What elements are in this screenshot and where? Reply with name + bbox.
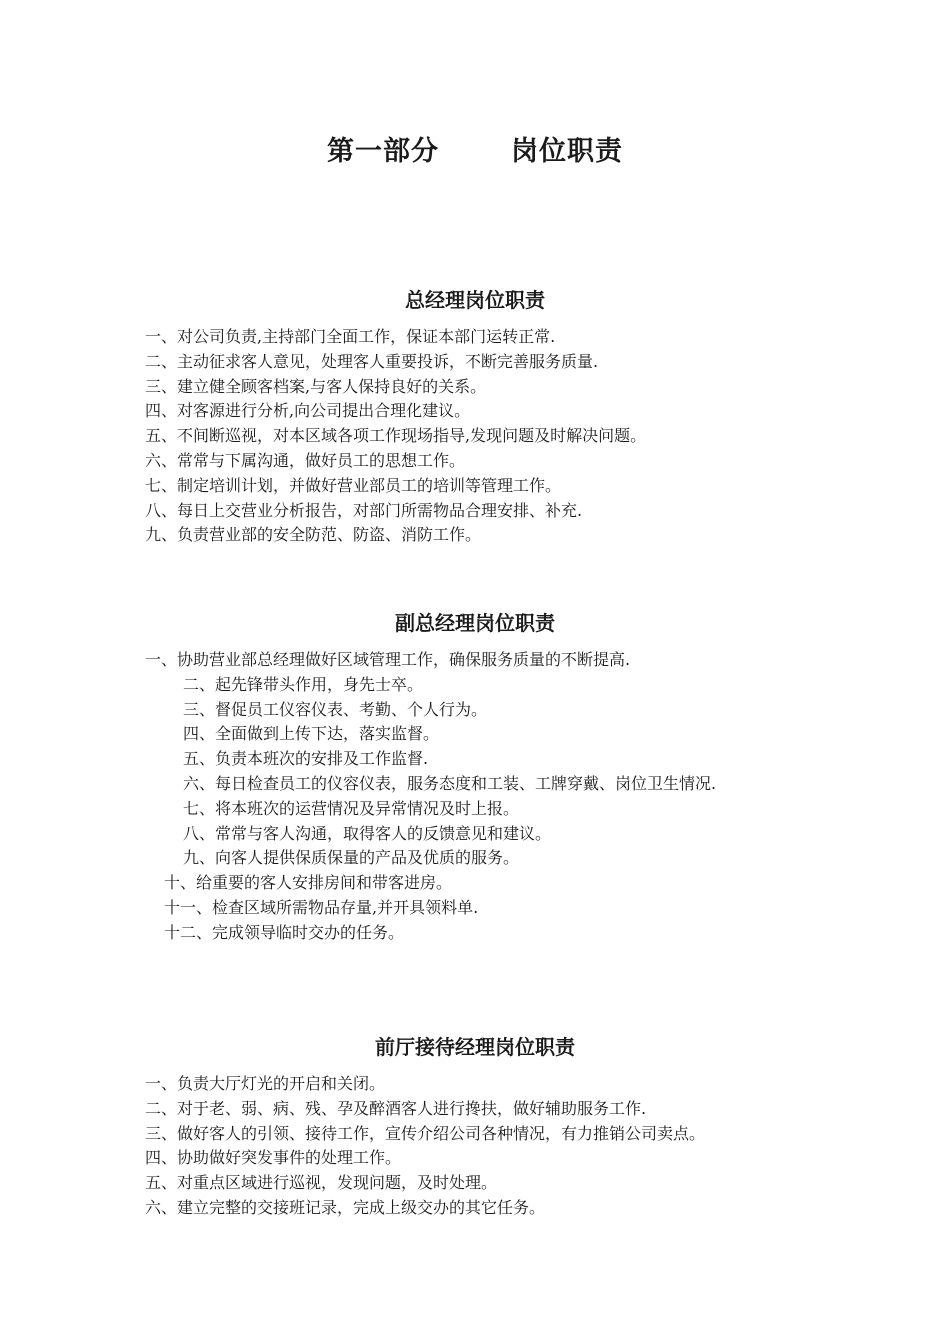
list-item: 三、做好客人的引领、接待工作，宣传介绍公司各种情况，有力推销公司卖点。	[145, 1123, 706, 1143]
list-item: 十二、完成领导临时交办的任务。	[164, 922, 405, 942]
list-item: 三、建立健全顾客档案,与客人保持良好的关系。	[145, 376, 487, 396]
list-item: 六、每日检查员工的仪容仪表，服务态度和工装、工牌穿戴、岗位卫生情况.	[183, 773, 717, 793]
list-item: 三、督促员工仪容仪表、考勤、个人行为。	[183, 699, 488, 719]
duty-list-deputy-general-manager	[145, 648, 825, 946]
list-item: 十、给重要的客人安排房间和带客进房。	[164, 873, 453, 893]
list-item: 四、对客源进行分析,向公司提出合理化建议。	[145, 401, 471, 421]
list-item: 九、向客人提供保质保量的产品及优质的服务。	[183, 848, 520, 868]
list-item: 七、制定培训计划，并做好营业部员工的培训等管理工作。	[145, 475, 562, 495]
list-item: 五、不间断巡视，对本区域各项工作现场指导,发现问题及时解决问题。	[145, 426, 647, 446]
list-item: 六、常常与下属沟通，做好员工的思想工作。	[145, 450, 466, 470]
duty-list-general-manager	[145, 325, 825, 548]
list-item: 八、常常与客人沟通，取得客人的反馈意见和建议。	[183, 823, 552, 843]
list-item: 一、协助营业部总经理做好区域管理工作，确保服务质量的不断提高.	[145, 650, 631, 669]
list-item: 一、对公司负责,主持部门全面工作，保证本部门运转正常.	[145, 327, 556, 346]
list-item: 七、将本班次的运营情况及异常情况及时上报。	[183, 798, 520, 818]
page-title	[0, 133, 950, 171]
page-title-part: 第一部分	[327, 136, 439, 167]
list-item: 五、对重点区域进行巡视，发现问题，及时处理。	[145, 1173, 498, 1193]
list-item: 二、对于老、弱、病、残、孕及醉酒客人进行搀扶，做好辅助服务工作.	[145, 1098, 647, 1118]
list-item: 二、起先锋带头作用，身先士卒。	[183, 674, 424, 694]
list-item: 六、建立完整的交接班记录，完成上级交办的其它任务。	[145, 1197, 546, 1217]
section-title-deputy-general-manager: 副总经理岗位职责	[395, 611, 555, 635]
list-item: 二、主动征求客人意见，处理客人重要投诉，不断完善服务质量.	[145, 351, 599, 371]
list-item: 八、每日上交营业分析报告，对部门所需物品合理安排、补充.	[145, 500, 583, 520]
list-item: 四、全面做到上传下达，落实监督。	[183, 724, 440, 744]
section-title-front-desk-manager: 前厅接待经理岗位职责	[375, 1035, 575, 1059]
list-item: 五、负责本班次的安排及工作监督.	[183, 749, 429, 769]
duty-list-front-desk-manager	[145, 1072, 825, 1221]
page-title-heading: 岗位职责	[511, 136, 623, 167]
list-item: 四、协助做好突发事件的处理工作。	[145, 1148, 402, 1168]
section-title-general-manager: 总经理岗位职责	[405, 288, 545, 312]
list-item: 十一、检查区域所需物品存量,并开具领料单.	[164, 897, 479, 917]
list-item: 一、负责大厅灯光的开启和关闭。	[145, 1074, 386, 1093]
list-item: 九、负责营业部的安全防范、防盗、消防工作。	[145, 525, 482, 545]
